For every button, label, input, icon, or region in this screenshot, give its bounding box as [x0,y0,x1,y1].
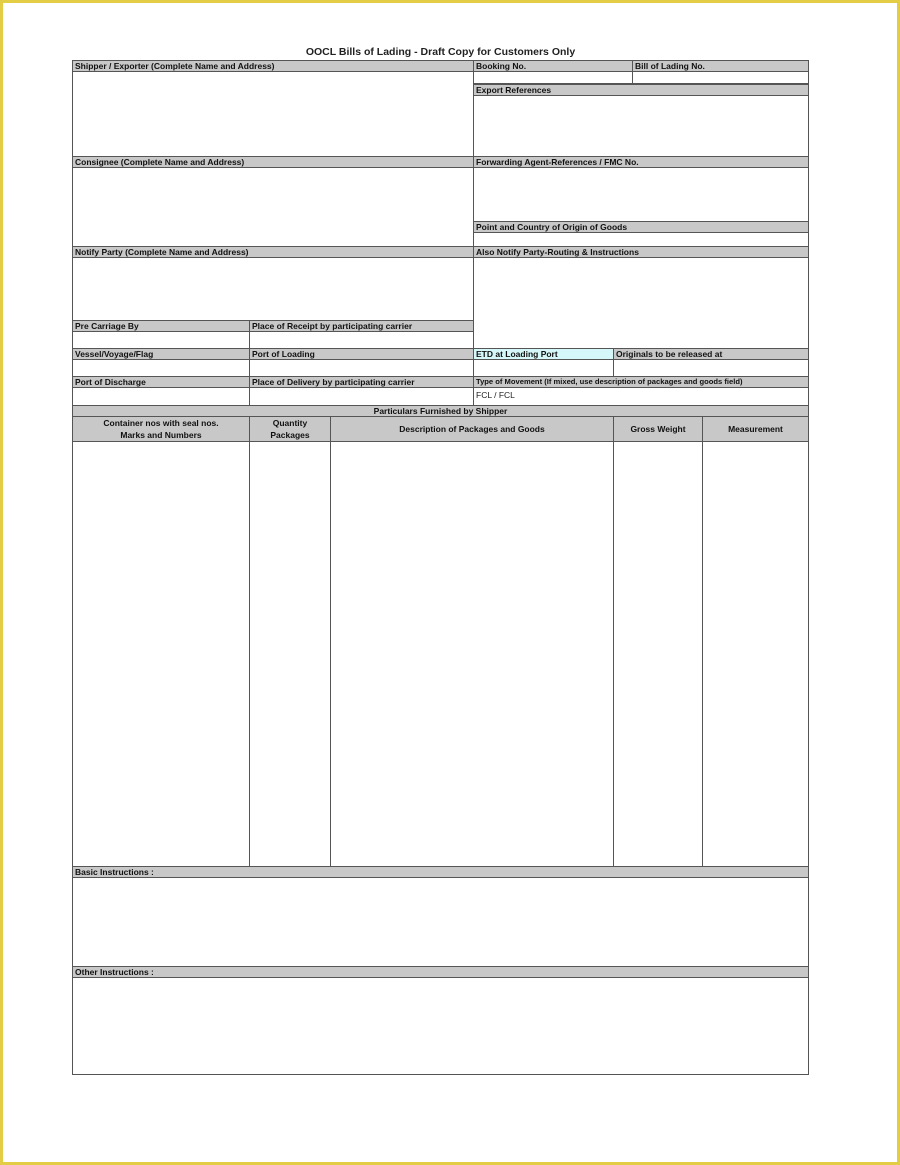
origin-field[interactable] [473,232,809,247]
quantity-column-header [249,416,331,442]
quantity-column-field[interactable] [249,441,331,867]
vessel-field[interactable] [72,359,250,377]
forwarding-agent-header: Forwarding Agent-References / FMC No. [473,156,809,168]
document-title: OOCL Bills of Lading - Draft Copy for Customers Only [305,46,576,58]
basic-instructions-header: Basic Instructions : [72,866,809,878]
marks-column-header [72,416,250,442]
notify-party-header: Notify Party (Complete Name and Address) [72,246,474,258]
marks-header-line1: Container nos with seal nos. [103,418,219,428]
notify-party-field[interactable] [72,257,474,321]
marks-column-field[interactable] [72,441,250,867]
gross-weight-column-field[interactable] [613,441,703,867]
place-of-delivery-header: Place of Delivery by participating carrier [249,376,474,388]
other-instructions-header: Other Instructions : [72,966,809,978]
etd-header: ETD at Loading Port [473,348,614,360]
shipper-field[interactable] [72,71,474,157]
place-of-delivery-field[interactable] [249,387,474,406]
pre-carriage-header: Pre Carriage By [72,320,250,332]
booking-no-header: Booking No. [473,60,633,72]
measurement-column-field[interactable] [702,441,809,867]
port-of-discharge-field[interactable] [72,387,250,406]
type-of-movement-value: FCL / FCL [476,390,515,400]
bill-of-lading-form [72,60,809,1075]
consignee-field[interactable] [72,167,474,247]
bill-of-lading-no-header: Bill of Lading No. [632,60,809,72]
qty-header-line1: Quantity [272,418,308,428]
place-of-receipt-field[interactable] [249,331,474,349]
originals-field[interactable] [613,359,809,377]
consignee-header: Consignee (Complete Name and Address) [72,156,474,168]
particulars-header: Particulars Furnished by Shipper [72,405,809,417]
vessel-header: Vessel/Voyage/Flag [72,348,250,360]
shipper-header: Shipper / Exporter (Complete Name and Address) [72,60,474,72]
booking-no-field[interactable] [473,71,633,84]
port-of-loading-field[interactable] [249,359,474,377]
description-column-field[interactable] [330,441,614,867]
port-of-loading-header: Port of Loading [249,348,474,360]
qty-header-line2: Packages [270,430,310,440]
gross-weight-column-header: Gross Weight [613,416,703,442]
port-of-discharge-header: Port of Discharge [72,376,250,388]
export-references-header: Export References [473,84,809,96]
type-of-movement-header: Type of Movement (If mixed, use description of packages and goods field) [473,376,809,388]
basic-instructions-field[interactable] [72,877,809,967]
description-column-header: Description of Packages and Goods [330,416,614,442]
pre-carriage-field[interactable] [72,331,250,349]
measurement-column-header: Measurement [702,416,809,442]
bill-of-lading-no-field[interactable] [632,71,809,84]
other-instructions-field[interactable] [72,977,809,1075]
place-of-receipt-header: Place of Receipt by participating carrier [249,320,474,332]
also-notify-header: Also Notify Party-Routing & Instructions [473,246,809,258]
also-notify-field[interactable] [473,257,809,349]
type-of-movement-field[interactable] [473,387,809,406]
origin-header: Point and Country of Origin of Goods [473,221,809,233]
forwarding-agent-field[interactable] [473,167,809,222]
originals-header: Originals to be released at [613,348,809,360]
marks-header-line2: Marks and Numbers [120,430,202,440]
etd-field[interactable] [473,359,614,377]
export-references-field[interactable] [473,95,809,157]
